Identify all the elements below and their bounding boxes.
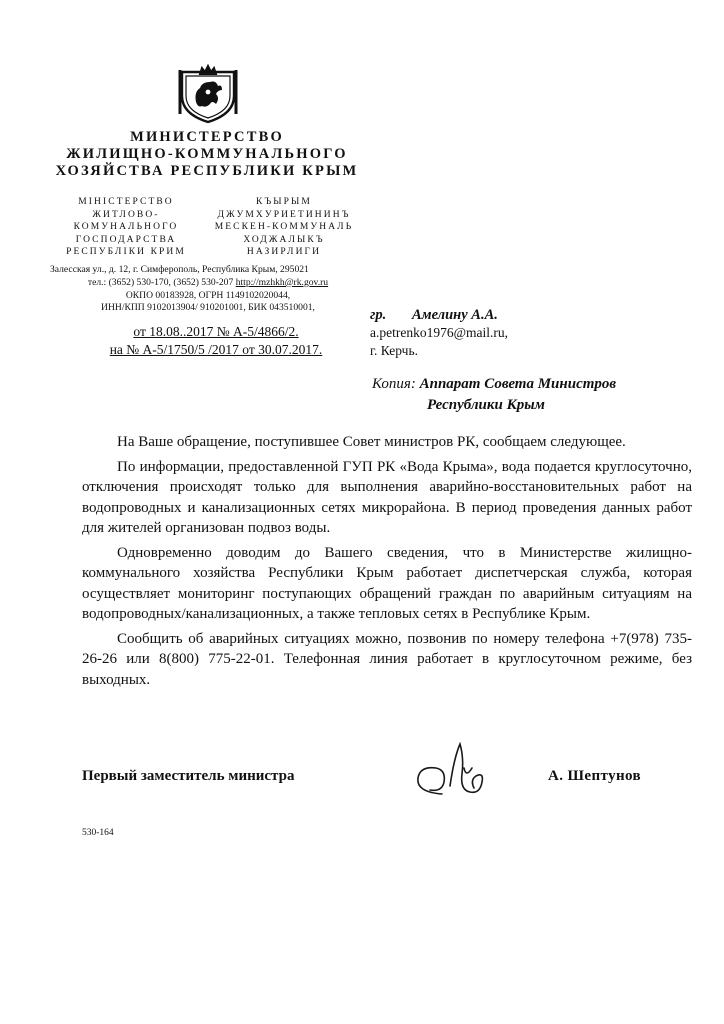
- recipient-name-line: [370, 306, 508, 324]
- ministry-ua-line: ЖИТЛОВО-: [92, 209, 160, 220]
- copy-recipient-line-2: Республики Крым: [427, 397, 545, 413]
- outgoing-reference: [70, 324, 362, 340]
- ministry-ua-line: РЕСПУБЛІКИ КРИМ: [66, 247, 186, 257]
- copy-recipient-line-1: Аппарат Совета Министров: [419, 376, 617, 392]
- recipient-name: Амелину А.А.: [412, 307, 498, 323]
- ministry-phones: тел.: (3652) 530-170, (3652) 530-207: [87, 276, 236, 288]
- body-paragraph: На Ваше обращение, поступившее Совет министров РК, сообщаем следующее.: [117, 434, 626, 450]
- ministry-ru-line: МИНИСТЕРСТВО: [130, 129, 284, 145]
- handwritten-signature: [410, 738, 506, 800]
- ministry-address: Залесская ул., д. 12, г. Симферополь, Республика Крым, 295021: [50, 264, 309, 275]
- recipient-city: г. Керчь.: [370, 343, 418, 358]
- ministry-ru-line: ХОЗЯЙСТВА РЕСПУБЛИКИ КРЫМ: [55, 163, 359, 179]
- crimea-coat-of-arms-emblem: [176, 62, 240, 126]
- copy-block: [372, 374, 616, 416]
- letter-body: [82, 432, 692, 694]
- ministry-inn-kpp-bik: ИНН/КПП 9102013904/ 910201001, БИК 043510001,: [101, 302, 315, 314]
- ministry-name-ua: [58, 196, 194, 259]
- ministry-crh-line: ДЖУМХУРИЕТИНИНЪ: [217, 209, 351, 220]
- ministry-crh-line: МЕСКЕН-КОММУНАЛЬ: [214, 222, 354, 232]
- ministry-website-link[interactable]: http://mzhkh@rk.gov.ru: [235, 276, 329, 288]
- ministry-name-crh: [196, 196, 372, 259]
- recipient-prefix: гр.: [370, 307, 387, 323]
- ministry-contacts: [30, 264, 386, 315]
- copy-label: Копия:: [372, 376, 416, 392]
- signer-name: А. Шептунов: [548, 768, 642, 784]
- incoming-reference-text: на № А-5/1750/5 /2017 от 30.07.2017.: [109, 342, 323, 357]
- ministry-ru-line: ЖИЛИЩНО-КОММУНАЛЬНОГО: [66, 146, 348, 162]
- ministry-crh-line: НАЗИРЛИГИ: [246, 247, 322, 257]
- ministry-name-ru: [40, 129, 374, 180]
- body-paragraph: Сообщить об аварийных ситуациях можно, позвонив по номеру телефона +7(978) 735-26-26 или 8(800) 775-22-01. Телефонная линия работает в круглосуточном режиме, без выходных.: [82, 630, 692, 688]
- recipient-email: a.petrenko1976@mail.ru,: [370, 325, 509, 340]
- ministry-crh-line: ХОДЖАЛЫКЪ: [243, 234, 325, 245]
- incoming-reference: [70, 342, 362, 358]
- ministry-ua-line: КОМУНАЛЬНОГО: [73, 222, 179, 232]
- ministry-crh-line: КЪЫРЫМ: [256, 197, 312, 207]
- body-paragraph: По информации, предоставленной ГУП РК «Вода Крыма», вода подается круглосуточно, отключения происходят только для выполнения аварийно-восстановительных работ на водопроводных и канализационных сетях микрорайона. В период проведения данных работ для жителей организован подвоз воды.: [82, 458, 692, 536]
- ministry-ua-line: ГОСПОДАРСТВА: [75, 234, 177, 245]
- ministry-ua-line: МІНІСТЕРСТВО: [78, 197, 174, 207]
- ministry-okpo-ogrn: ОКПО 00183928, ОГРН 1149102020044,: [125, 289, 291, 301]
- signer-title: Первый заместитель министра: [82, 768, 295, 784]
- document-code: 530-164: [82, 828, 114, 838]
- copy-line-1: [372, 374, 616, 395]
- outgoing-reference-text: от 18.08..2017 № А-5/4866/2.: [133, 324, 299, 339]
- body-paragraph: Одновременно доводим до Вашего сведения, что в Министерстве жилищно-коммунального хозяйства Республики Крым работает диспетчерская служба, которая осуществляет мониторинг поступающих обращений граждан по аварийным ситуациям на водопроводных/канализационных, а также тепловых сетях в Республике Крым.: [82, 544, 692, 622]
- recipient-block: [370, 306, 508, 360]
- ministry-phones-line: [30, 277, 386, 290]
